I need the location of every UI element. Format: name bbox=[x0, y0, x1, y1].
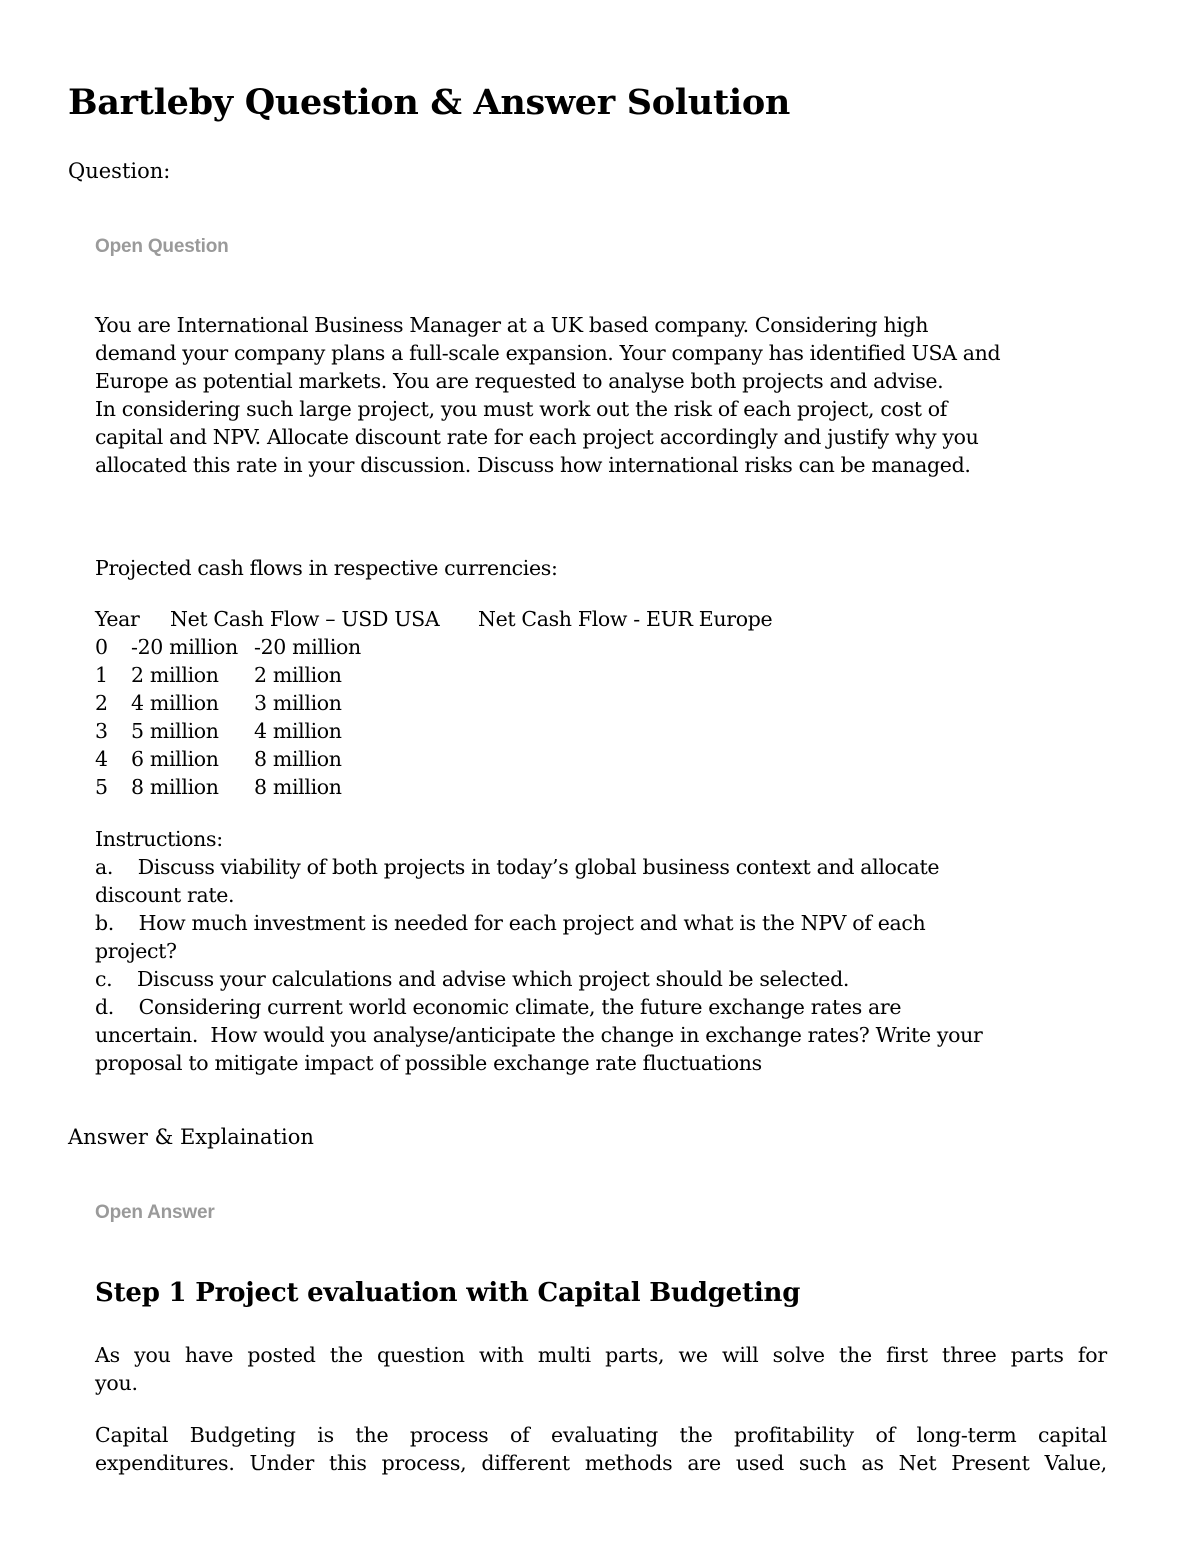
instructions-label: Instructions: bbox=[95, 827, 223, 851]
instruction-line: d. Considering current world economic climate, the future exchange rates are bbox=[95, 995, 902, 1019]
table-cell: 8 million bbox=[254, 747, 342, 771]
question-line: capital and NPV. Allocate discount rate for each project accordingly and justify why you bbox=[95, 425, 979, 449]
table-header-cell: Net Cash Flow - EUR Europe bbox=[478, 607, 773, 631]
table-cell: 8 million bbox=[131, 775, 219, 799]
table-cell: 1 bbox=[95, 663, 108, 687]
table-cell: 2 million bbox=[131, 663, 219, 687]
instruction-line: proposal to mitigate impact of possible exchange rate fluctuations bbox=[95, 1051, 762, 1075]
table-cell: 4 million bbox=[131, 691, 219, 715]
table-row bbox=[95, 689, 772, 717]
open-answer-link[interactable]: Open Answer bbox=[95, 1202, 215, 1223]
question-paragraph bbox=[95, 311, 1000, 479]
answer-line: As you have posted the question with multi parts, we will solve the first three parts for bbox=[95, 1343, 1107, 1367]
table-cell: 8 million bbox=[254, 775, 342, 799]
instruction-line: project? bbox=[95, 939, 177, 963]
instruction-line: a. Discuss viability of both projects in today’s global business context and allocate bbox=[95, 855, 940, 879]
instruction-line: uncertain. How would you analyse/anticipate the change in exchange rates? Write your bbox=[95, 1023, 983, 1047]
instruction-line: b. How much investment is needed for each project and what is the NPV of each bbox=[95, 911, 926, 935]
table-cell: -20 million bbox=[254, 635, 361, 659]
page-title: Bartleby Question & Answer Solution bbox=[68, 82, 791, 123]
question-line: allocated this rate in your discussion. Discuss how international risks can be managed. bbox=[95, 453, 971, 477]
question-line: Europe as potential markets. You are requested to analyse both projects and advise. bbox=[95, 369, 944, 393]
table-row bbox=[95, 661, 772, 689]
table-cell: 6 million bbox=[131, 747, 219, 771]
table-cell: 3 million bbox=[254, 691, 342, 715]
instruction-line: c. Discuss your calculations and advise which project should be selected. bbox=[95, 967, 850, 991]
answer-label: Answer & Explaination bbox=[68, 1125, 314, 1149]
table-cell: 2 million bbox=[254, 663, 342, 687]
answer-line: expenditures. Under this process, different methods are used such as Net Present Value, bbox=[95, 1451, 1107, 1475]
table-header-cell: Year bbox=[95, 607, 140, 631]
instruction-line: discount rate. bbox=[95, 883, 235, 907]
cashflow-table bbox=[95, 605, 772, 801]
table-row bbox=[95, 717, 772, 745]
table-cell: -20 million bbox=[131, 635, 238, 659]
table-cell: 3 bbox=[95, 719, 108, 743]
table-row bbox=[95, 633, 772, 661]
question-line: demand your company plans a full-scale expansion. Your company has identified USA and bbox=[95, 341, 1001, 365]
table-cell: 5 bbox=[95, 775, 108, 799]
table-header-cell: Net Cash Flow – USD USA bbox=[170, 607, 440, 631]
answer-paragraph-2 bbox=[95, 1421, 1107, 1477]
answer-line: you. bbox=[95, 1371, 138, 1395]
table-row bbox=[95, 745, 772, 773]
question-line: You are International Business Manager at a UK based company. Considering high bbox=[95, 313, 929, 337]
table-row bbox=[95, 773, 772, 801]
answer-line: Capital Budgeting is the process of evaluating the profitability of long-term capital bbox=[95, 1423, 1107, 1447]
question-line: In considering such large project, you must work out the risk of each project, cost of bbox=[95, 397, 947, 421]
table-cell: 2 bbox=[95, 691, 108, 715]
cashflows-intro: Projected cash flows in respective currencies: bbox=[95, 556, 558, 580]
instructions-block bbox=[95, 825, 982, 1077]
table-cell: 4 million bbox=[254, 719, 342, 743]
table-cell: 4 bbox=[95, 747, 108, 771]
question-label: Question: bbox=[68, 159, 171, 183]
table-header-row bbox=[95, 605, 772, 633]
answer-paragraph-1 bbox=[95, 1341, 1107, 1397]
table-cell: 0 bbox=[95, 635, 108, 659]
open-question-link[interactable]: Open Question bbox=[95, 236, 229, 257]
table-cell: 5 million bbox=[131, 719, 219, 743]
step-heading: Step 1 Project evaluation with Capital Budgeting bbox=[95, 1278, 801, 1308]
